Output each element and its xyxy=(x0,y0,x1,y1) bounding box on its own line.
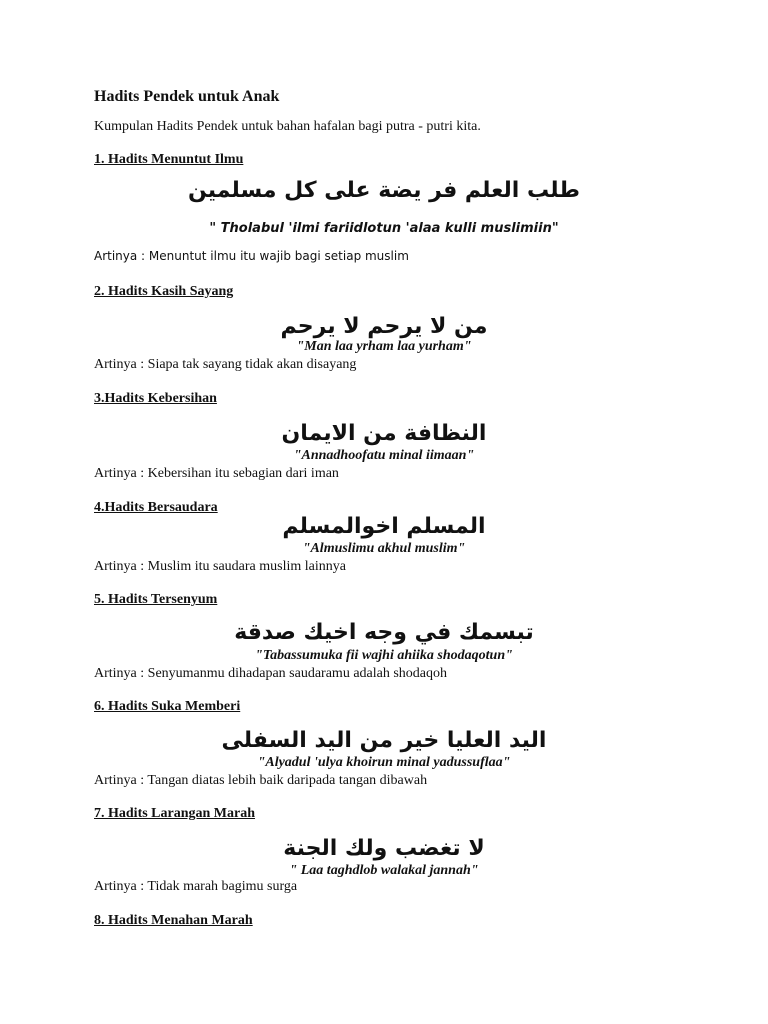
hadits-transliteration: " Tholabul 'ilmi fariidlotun 'alaa kulli muslimiin" xyxy=(209,221,559,236)
hadits-heading: 7. Hadits Larangan Marah xyxy=(94,806,256,821)
hadits-transliteration: " Laa taghdlob walakal jannah" xyxy=(289,863,479,878)
hadits-meaning: Artinya : Kebersihan itu sebagian dari iman xyxy=(94,466,339,481)
hadits-transliteration: "Almuslimu akhul muslim" xyxy=(302,541,466,556)
hadits-heading: 4.Hadits Bersaudara xyxy=(94,500,218,515)
hadits-heading: 8. Hadits Menahan Marah xyxy=(94,913,253,928)
hadits-arabic-text: من لا يرحم لا يرحم xyxy=(280,314,488,339)
hadits-arabic-text: المسلم اخوالمسلم xyxy=(282,514,486,539)
hadits-transliteration: "Tabassumuka fii wajhi ahiika shodaqotun" xyxy=(255,648,513,663)
hadits-arabic-text: تبسمك في وجه اخيك صدقة xyxy=(234,620,534,645)
document-title: Hadits Pendek untuk Anak xyxy=(94,88,280,105)
hadits-meaning: Artinya : Senyumanmu dihadapan saudaramu adalah shodaqoh xyxy=(94,666,448,681)
hadits-arabic-text: لا تغضب ولك الجنة xyxy=(283,836,485,861)
hadits-meaning: Artinya : Menuntut ilmu itu wajib bagi setiap muslim xyxy=(94,249,409,263)
hadits-heading: 1. Hadits Menuntut Ilmu xyxy=(94,152,244,167)
hadits-arabic-text: اليد العليا خير من اليد السفلى xyxy=(221,728,547,753)
hadits-arabic-text: طلب العلم فر يضة على كل مسلمين xyxy=(188,178,580,203)
hadits-arabic-text: النظافة من الايمان xyxy=(281,421,487,446)
hadits-heading: 3.Hadits Kebersihan xyxy=(94,391,217,406)
hadits-heading: 2. Hadits Kasih Sayang xyxy=(94,284,234,299)
hadits-meaning: Artinya : Tangan diatas lebih baik daripada tangan dibawah xyxy=(94,773,428,788)
hadits-meaning: Artinya : Siapa tak sayang tidak akan disayang xyxy=(94,357,357,372)
document-intro: Kumpulan Hadits Pendek untuk bahan hafalan bagi putra - putri kita. xyxy=(94,119,481,134)
hadits-transliteration: "Alyadul 'ulya khoirun minal yadussuflaa" xyxy=(257,755,511,770)
hadits-heading: 5. Hadits Tersenyum xyxy=(94,592,218,607)
hadits-heading: 6. Hadits Suka Memberi xyxy=(94,699,241,714)
hadits-transliteration: "Man laa yrham laa yurham" xyxy=(296,339,472,354)
hadits-transliteration: "Annadhoofatu minal iimaan" xyxy=(293,448,475,463)
hadits-meaning: Artinya : Muslim itu saudara muslim lainnya xyxy=(94,559,346,574)
hadits-meaning: Artinya : Tidak marah bagimu surga xyxy=(94,879,298,894)
